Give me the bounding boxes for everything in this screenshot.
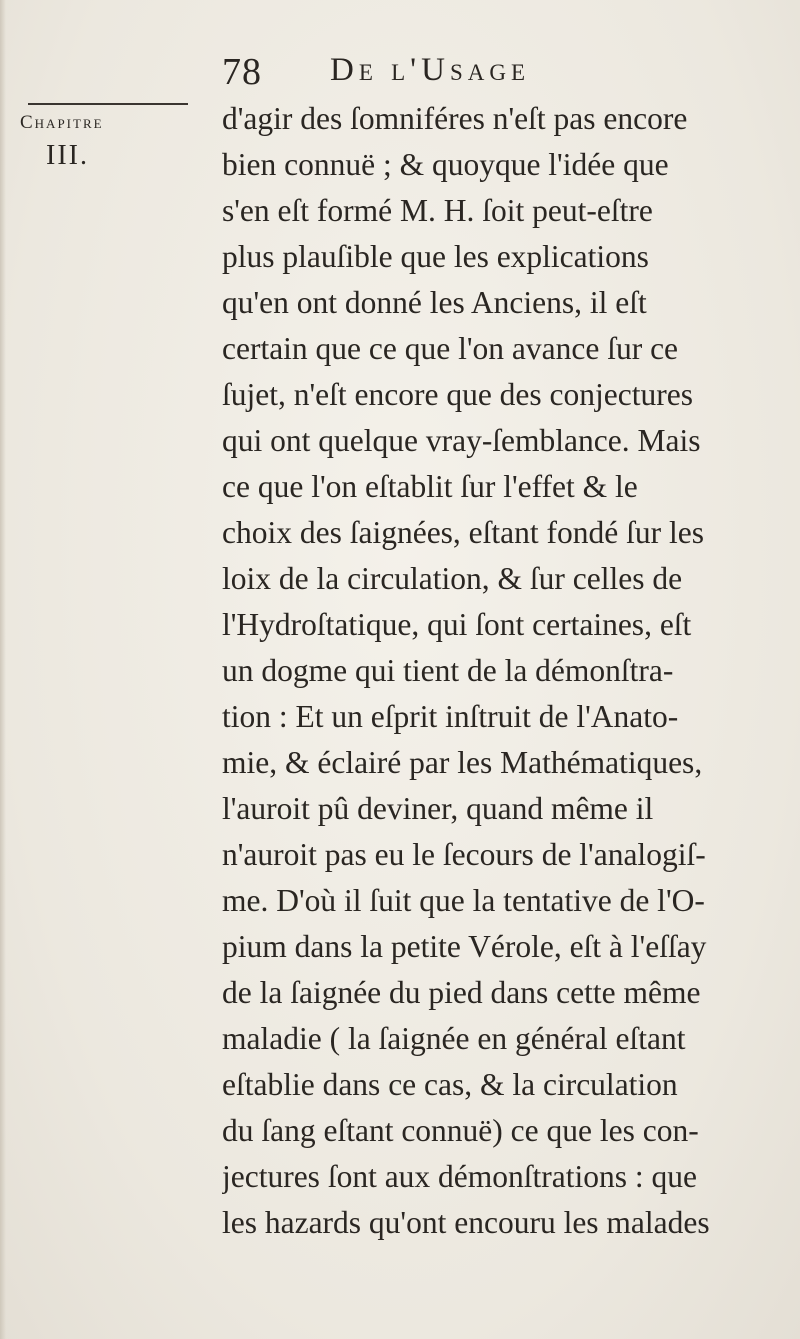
text-line: tion : Et un eſprit inſtruit de l'Anato- — [222, 699, 679, 734]
text-line: certain que ce que l'on avance ſur ce — [222, 331, 679, 366]
text-line: jectures ſont aux démonſtrations : que — [222, 1159, 698, 1194]
text-line: s'en eſt formé M. H. ſoit peut-eſtre — [222, 193, 653, 228]
text-line: me. D'où il ſuit que la tentative de l'O- — [222, 883, 705, 918]
text-line: les hazards qu'ont encouru les malades — [222, 1205, 710, 1240]
text-line: d'agir des ſomniféres n'eſt pas encore — [222, 101, 688, 136]
chapter-number: III. — [46, 140, 89, 171]
text-line: qui ont quelque vray-ſemblance. Mais — [222, 423, 701, 458]
text-line: eſtablie dans ce cas, & la circulation — [222, 1067, 678, 1102]
text-line: n'auroit pas eu le ſecours de l'analogiſ- — [222, 837, 706, 872]
page-number: 78 — [222, 51, 262, 93]
margin-rule — [28, 103, 188, 105]
text-line: mie, & éclairé par les Mathématiques, — [222, 745, 703, 780]
text-line: loix de la circulation, & ſur celles de — [222, 561, 683, 596]
chapter-label: Chapitre — [20, 112, 104, 133]
text-line: qu'en ont donné les Anciens, il eſt — [222, 285, 647, 320]
page-edge-shadow — [0, 0, 6, 1339]
text-line: l'auroit pû deviner, quand même il — [222, 791, 654, 826]
body-text — [222, 96, 782, 1246]
text-line: du ſang eſtant connuë) ce que les con- — [222, 1113, 699, 1148]
running-title: De l'Usage — [330, 52, 531, 88]
text-line: ſujet, n'eſt encore que des conjectures — [222, 377, 693, 412]
text-line: choix des ſaignées, eſtant fondé ſur les — [222, 515, 704, 550]
text-line: pium dans la petite Vérole, eſt à l'eſſay — [222, 929, 707, 964]
text-line: bien connuë ; & quoyque l'idée que — [222, 147, 669, 182]
text-line: maladie ( la ſaignée en général eſtant — [222, 1021, 686, 1056]
text-line: ce que l'on eſtablit ſur l'effet & le — [222, 469, 638, 504]
page-header — [222, 50, 782, 94]
text-line: plus plauſible que les explications — [222, 239, 649, 274]
text-line: de la ſaignée du pied dans cette même — [222, 975, 701, 1010]
text-line: l'Hydroſtatique, qui ſont certaines, eſt — [222, 607, 692, 642]
text-line: un dogme qui tient de la démonſtra- — [222, 653, 674, 688]
